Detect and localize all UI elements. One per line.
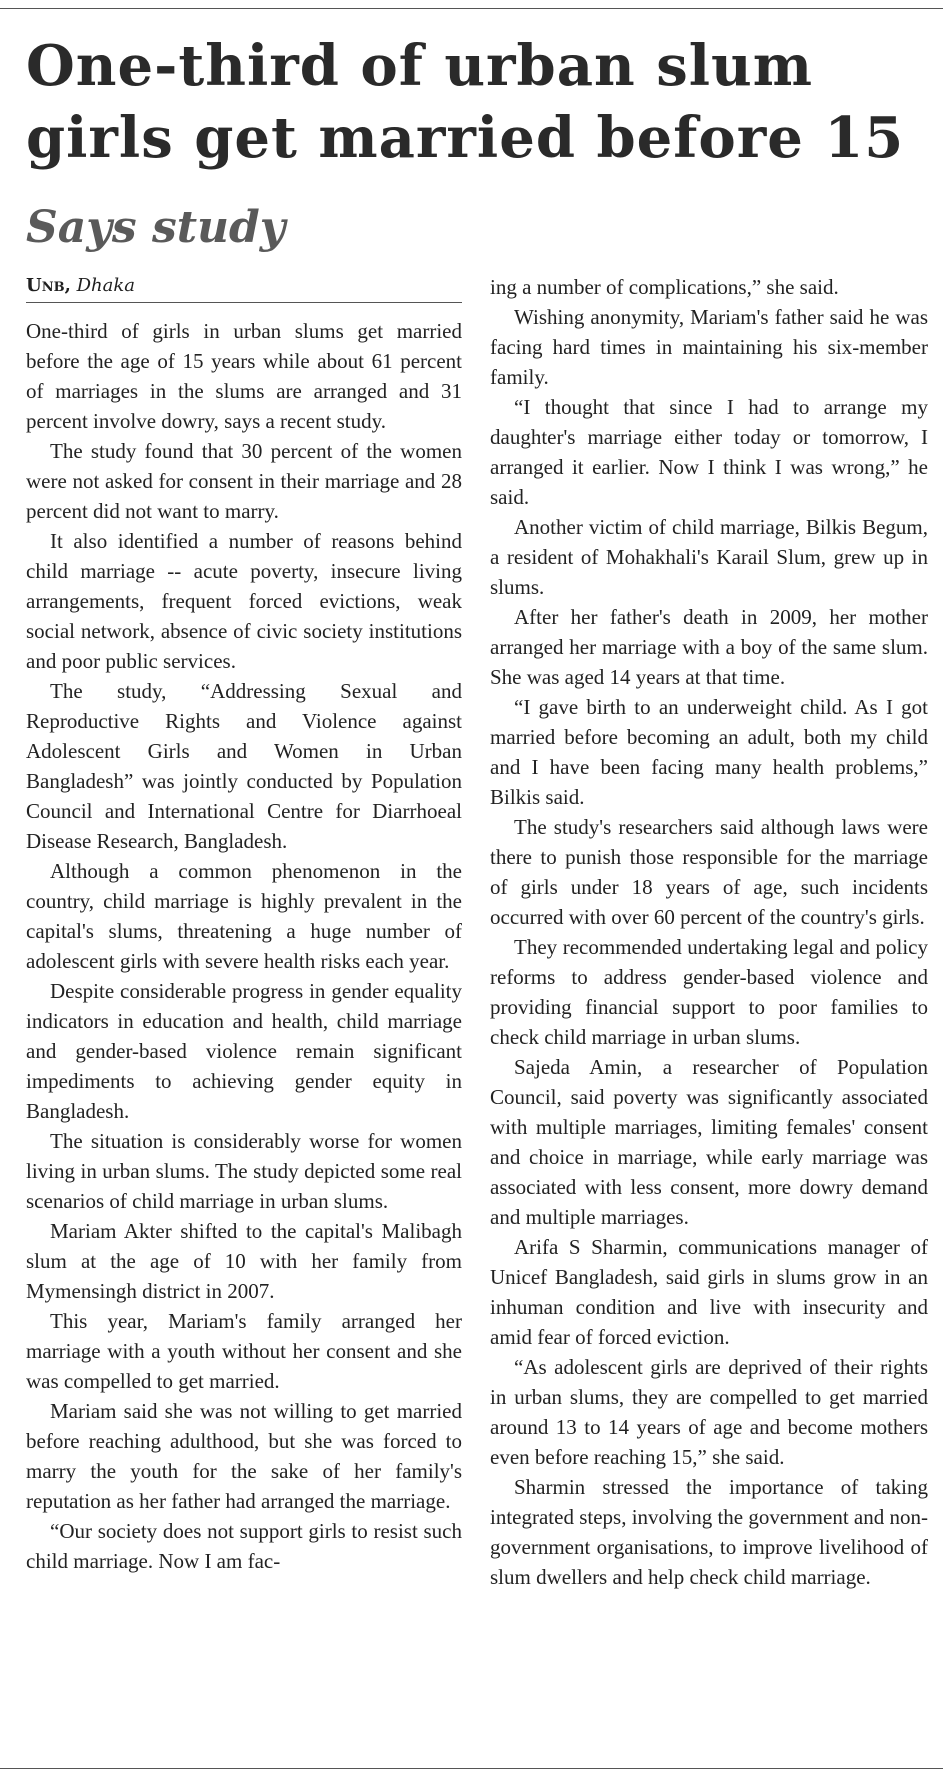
article-column-left (26, 316, 462, 1576)
paragraph: Sajeda Amin, a researcher of Population Council, said poverty was significantly associated with multiple marriages, limiting females' consent and choice in marriage, while early marriage was associated with less consent, more dowry demand and multiple marriages. (490, 1055, 928, 1229)
subhead: Says study (26, 202, 286, 253)
paragraph: The study found that 30 percent of the women were not asked for consent in their marriage and 28 percent did not want to marry. (26, 439, 462, 523)
paragraph: They recommended undertaking legal and policy reforms to address gender-based violence and providing financial support to poor families to check child marriage in urban slums. (490, 935, 928, 1049)
paragraph: Another victim of child marriage, Bilkis Begum, a resident of Mohakhali's Karail Slum, grew up in slums. (490, 515, 928, 599)
byline-place: Dhaka (76, 275, 135, 296)
paragraph: ing a number of complications,” she said. (490, 275, 839, 299)
paragraph: One-third of girls in urban slums get married before the age of 15 years while about 61 percent of marriages in the slums are arranged and 31 percent involve dowry, says a recent study. (26, 319, 462, 433)
paragraph: It also identified a number of reasons behind child marriage -- acute poverty, insecure living arrangements, frequent forced evictions, weak social network, absence of civic society institutions and poor public services. (26, 529, 462, 673)
paragraph: “I gave birth to an underweight child. As I got married before becoming an adult, both my child and I have been facing many health problems,” Bilkis said. (490, 695, 928, 809)
byline-agency: Unb, (26, 275, 71, 296)
paragraph: Wishing anonymity, Mariam's father said he was facing hard times in maintaining his six-member family. (490, 305, 928, 389)
paragraph: “As adolescent girls are deprived of their rights in urban slums, they are compelled to get married around 13 to 14 years of age and become mothers even before reaching 15,” she said. (490, 1355, 928, 1469)
top-rule (0, 8, 943, 9)
headline: One-third of urban slum girls get married before 15 (26, 33, 905, 171)
bottom-rule (0, 1768, 943, 1769)
paragraph: Although a common phenomenon in the country, child marriage is highly prevalent in the capital's slums, threatening a huge number of adolescent girls with severe health risks each year. (26, 859, 462, 973)
paragraph: The study, “Addressing Sexual and Reproductive Rights and Violence against Adolescent Girls and Women in Urban Bangladesh” was jointly conducted by Population Council and International Centre for Diarrhoeal Disease Research, Bangladesh. (26, 679, 462, 853)
paragraph: Despite considerable progress in gender equality indicators in education and health, child marriage and gender-based violence remain significant impediments to achieving gender equity in Bangladesh. (26, 979, 462, 1123)
paragraph: This year, Mariam's family arranged her marriage with a youth without her consent and she was compelled to get married. (26, 1309, 462, 1393)
paragraph: The situation is considerably worse for women living in urban slums. The study depicted some real scenarios of child marriage in urban slums. (26, 1129, 462, 1213)
paragraph: Arifa S Sharmin, communications manager of Unicef Bangladesh, said girls in slums grow in an inhuman condition and live with insecurity and amid fear of forced eviction. (490, 1235, 928, 1349)
paragraph: “I thought that since I had to arrange my daughter's marriage either today or tomorrow, I arranged it earlier. Now I think I was wrong,” he said. (490, 395, 928, 509)
byline (26, 272, 462, 303)
paragraph: After her father's death in 2009, her mother arranged her marriage with a boy of the same slum. She was aged 14 years at that time. (490, 605, 928, 689)
paragraph: “Our society does not support girls to resist such child marriage. Now I am fac- (26, 1519, 462, 1573)
paragraph: Sharmin stressed the importance of taking integrated steps, involving the government and non-government organisations, to improve livelihood of slum dwellers and help check child marriage. (490, 1475, 928, 1589)
paragraph: The study's researchers said although laws were there to punish those responsible for the marriage of girls under 18 years of age, such incidents occurred with over 60 percent of the country's girls. (490, 815, 928, 929)
paragraph: Mariam Akter shifted to the capital's Malibagh slum at the age of 10 with her family from Mymensingh district in 2007. (26, 1219, 462, 1303)
article-column-right (490, 272, 928, 1592)
paragraph: Mariam said she was not willing to get married before reaching adulthood, but she was forced to marry the youth for the sake of her family's reputation as her father had arranged the marriage. (26, 1399, 462, 1513)
